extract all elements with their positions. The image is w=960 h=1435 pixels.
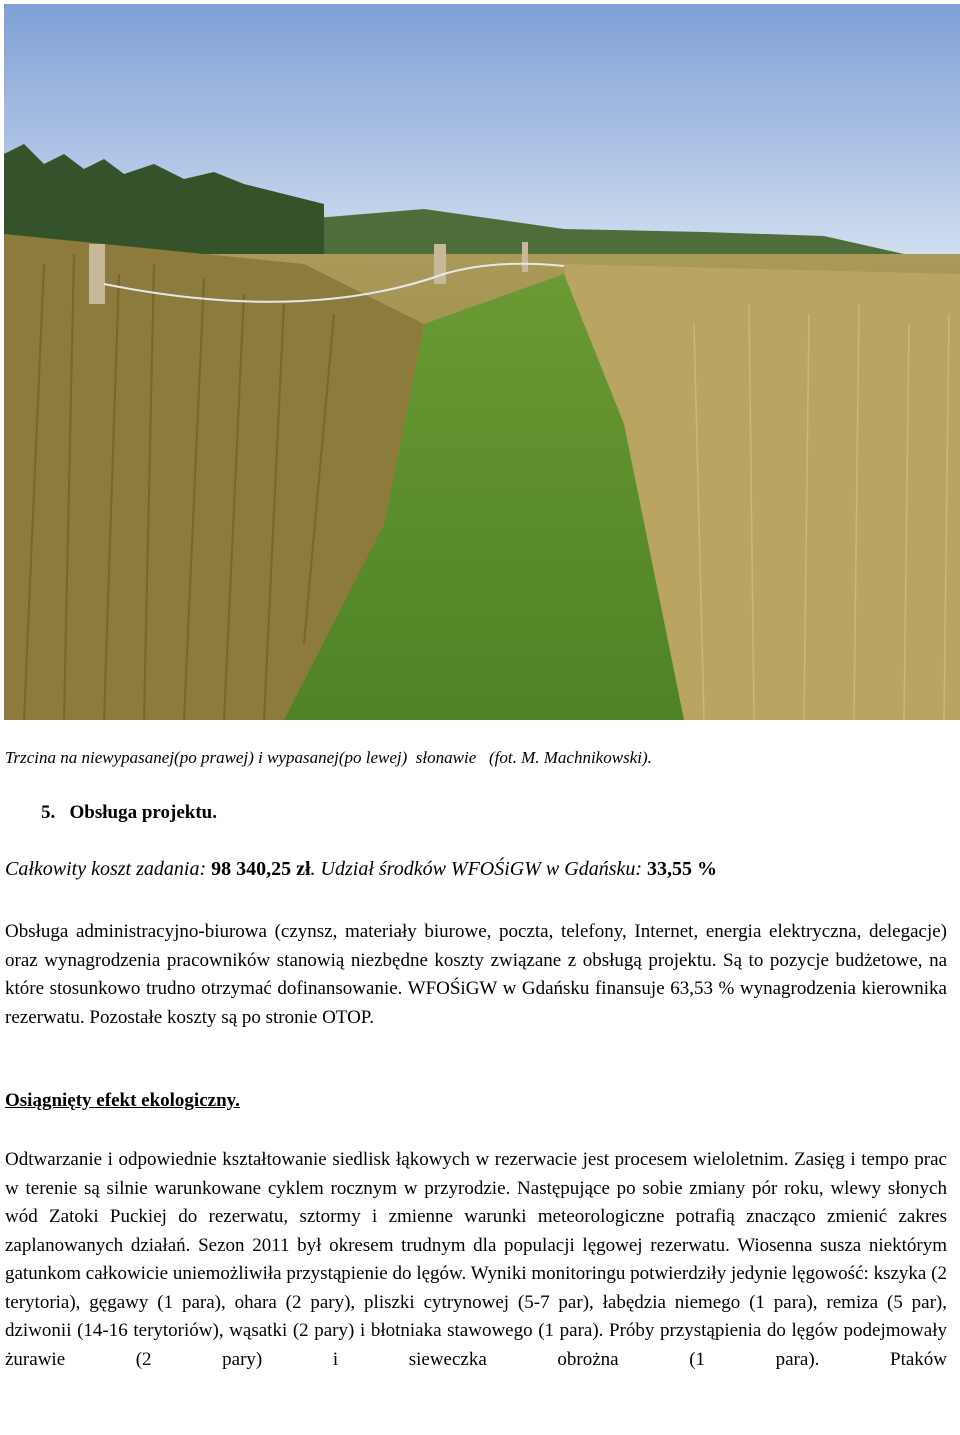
- fence-post: [434, 244, 446, 284]
- cost-label: Całkowity koszt zadania:: [5, 858, 212, 880]
- ecology-heading: Osiągnięty efekt ekologiczny.: [5, 1090, 240, 1111]
- section-number: 5.: [41, 802, 56, 823]
- reed-field-photo: [4, 4, 960, 720]
- section-title: Obsługa projektu.: [69, 802, 217, 823]
- paragraph-ecology: Odtwarzanie i odpowiednie kształtowanie siedlisk łąkowych w rezerwacie jest procesem wieloletnim. Zasięg i tempo prac w terenie są silnie warunkowane cyklem rocznym w przyrodzie. Następujące po sobie zmiany pór roku, wlewy słonych wód Zatoki Puckiej do rezerwatu, sztormy i zmienne warunki meteorologiczne potrafią znacząco zmienić zakres zaplanowanych działań. Sezon 2011 był okresem trudnym dla populacji lęgowej rezerwatu. Wiosenna susza niektórym gatunkom całkowicie uniemożliwiła przystąpienie do lęgów. Wyniki monitoringu potwierdziły jedynie lęgowość: kszyka (2 terytoria), gęgawy (1 para), ohara (2 pary), pliszki cytrynowej (5-7 par), łabędzia niemego (1 para), remiza (5 par), dziwonii (14-16 terytoriów), wąsatki (2 pary) i błotniaka stawowego (1 para). Próby przystąpienia do lęgów podejmowały żurawie (2 pary) i sieweczka obrożna (1 para). Ptaków: [5, 1149, 947, 1370]
- section-heading: [41, 802, 217, 824]
- photo-illustration: [4, 4, 960, 720]
- photo-caption: Trzcina na niewypasanej(po prawej) i wypasanej(po lewej) słonawie (fot. M. Machnikowski).: [5, 748, 652, 767]
- fence-post: [522, 242, 528, 272]
- share-value: 33,55 %: [647, 858, 718, 880]
- share-label: . Udział środków WFOŚiGW w Gdańsku:: [310, 858, 648, 880]
- paragraph-admin: Obsługa administracyjno-biurowa (czynsz, materiały biurowe, poczta, telefony, Internet, energia elektryczna, delegacje) oraz wynagrodzenia pracowników stanowią niezbędne koszty związane z obsługą projektu. Są to pozycje budżetowe, na które stosunkowo trudno otrzymać dofinansowanie. WFOŚiGW w Gdańsku finansuje 63,53 % wynagrodzenia kierownika rezerwatu. Pozostałe koszty są po stronie OTOP.: [5, 921, 947, 1028]
- cost-line: [5, 858, 717, 881]
- fence-post: [89, 244, 105, 304]
- cost-amount: 98 340,25 zł: [211, 858, 311, 880]
